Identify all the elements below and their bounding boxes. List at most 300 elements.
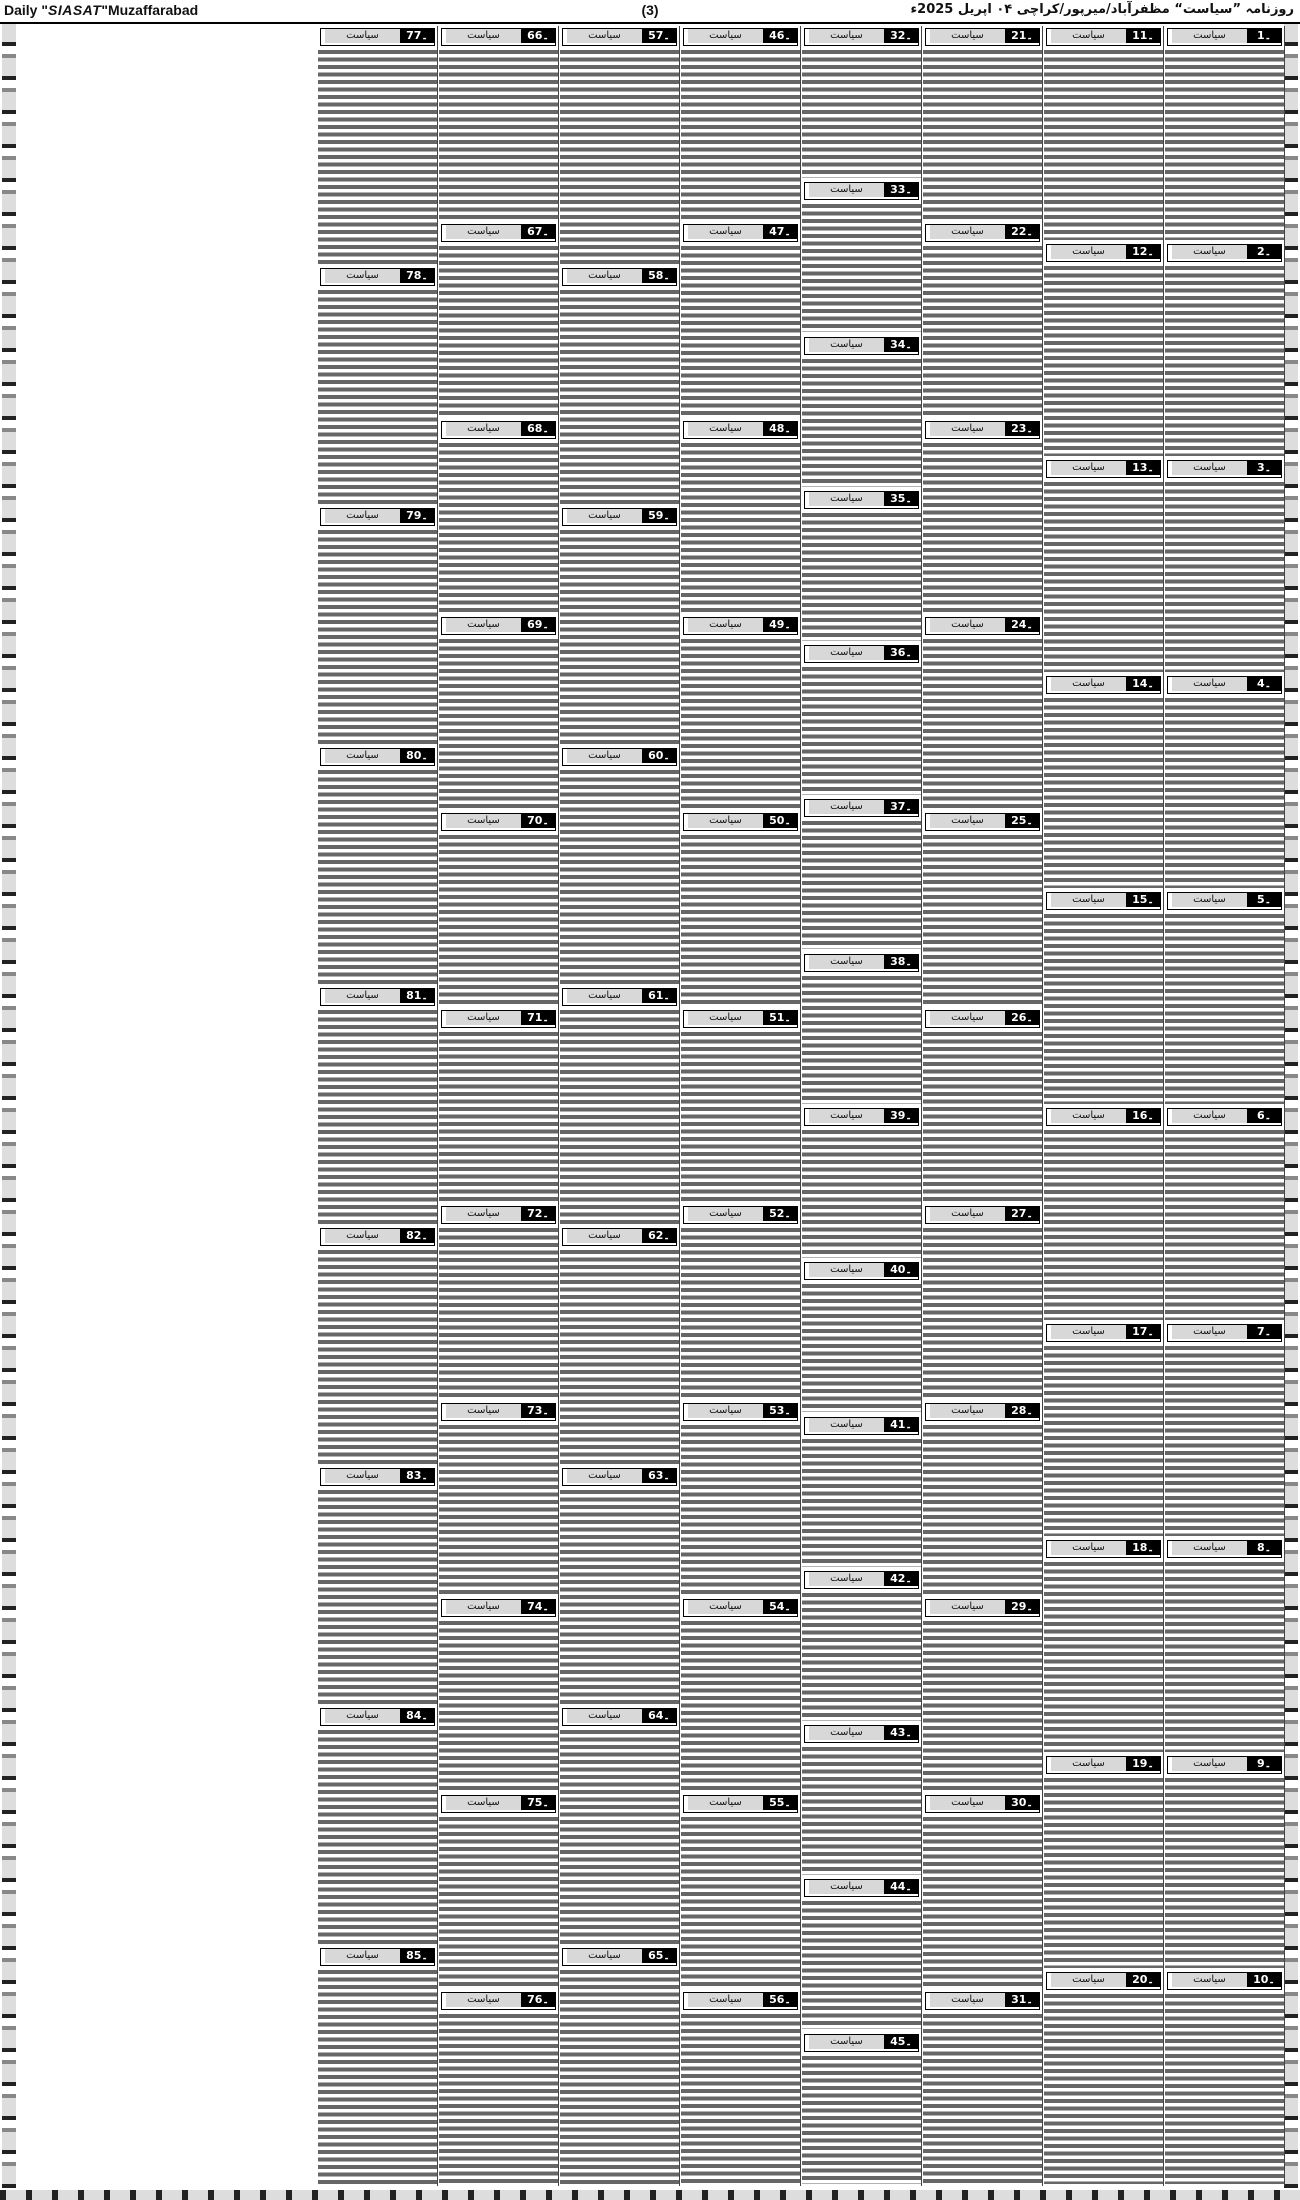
- article-text-block: [439, 637, 558, 809]
- section-name: سیاست: [688, 225, 763, 239]
- article-text-block: [318, 528, 437, 744]
- section-label: [925, 421, 1040, 439]
- section-number: 11۔: [1126, 29, 1160, 43]
- section-name: سیاست: [688, 422, 763, 436]
- article-text-block: [681, 2012, 800, 2184]
- section-number: 29۔: [1005, 1600, 1039, 1614]
- section-number: 57۔: [642, 29, 676, 43]
- section-number: 23۔: [1005, 422, 1039, 436]
- section-number: 55۔: [763, 1796, 797, 1810]
- article-text-block: [1165, 480, 1284, 672]
- article-text-block: [560, 288, 679, 504]
- section-number: 69۔: [521, 618, 555, 632]
- section-number: 79۔: [400, 509, 434, 523]
- section-number: 5۔: [1247, 893, 1281, 907]
- section-label: [441, 224, 556, 242]
- section-number: 8۔: [1247, 1541, 1281, 1555]
- section-label: [683, 1992, 798, 2010]
- article-text-block: [1044, 48, 1163, 240]
- article-text-block: [802, 1282, 921, 1412]
- section-name: سیاست: [1051, 893, 1126, 907]
- section-name: سیاست: [325, 749, 400, 763]
- section-name: سیاست: [930, 422, 1005, 436]
- section-name: سیاست: [930, 814, 1005, 828]
- section-name: سیاست: [809, 1572, 884, 1586]
- section-number: 61۔: [642, 989, 676, 1003]
- section-label: [320, 508, 435, 526]
- section-name: سیاست: [567, 509, 642, 523]
- article-text-block: [318, 288, 437, 504]
- article-text-block: [923, 48, 1042, 220]
- section-label: [441, 421, 556, 439]
- section-label: [683, 1010, 798, 1028]
- section-name: سیاست: [809, 1726, 884, 1740]
- section-name: سیاست: [1172, 677, 1247, 691]
- article-text-block: [802, 202, 921, 332]
- section-number: 52۔: [763, 1207, 797, 1221]
- brand-name: SIASAT: [48, 2, 102, 18]
- section-label: [562, 988, 677, 1006]
- section-number: 58۔: [642, 269, 676, 283]
- section-number: 1۔: [1247, 29, 1281, 43]
- section-label: [320, 28, 435, 46]
- section-name: سیاست: [1051, 1757, 1126, 1771]
- section-name: سیاست: [809, 1263, 884, 1277]
- section-number: 28۔: [1005, 1404, 1039, 1418]
- section-label: [925, 1599, 1040, 1617]
- article-text-block: [318, 1008, 437, 1224]
- news-column: [318, 26, 438, 2186]
- article-text-block: [681, 1619, 800, 1791]
- article-text-block: [1044, 480, 1163, 672]
- section-number: 15۔: [1126, 893, 1160, 907]
- section-label: [925, 1795, 1040, 1813]
- article-text-block: [681, 833, 800, 1005]
- section-label: [1046, 1108, 1161, 1126]
- article-text-block: [802, 819, 921, 949]
- section-number: 73۔: [521, 1404, 555, 1418]
- section-number: 30۔: [1005, 1796, 1039, 1810]
- section-number: 51۔: [763, 1011, 797, 1025]
- section-number: 24۔: [1005, 618, 1039, 632]
- section-name: سیاست: [1051, 1109, 1126, 1123]
- section-number: 62۔: [642, 1229, 676, 1243]
- section-name: سیاست: [446, 29, 521, 43]
- article-text-block: [1165, 1344, 1284, 1536]
- news-column: [1165, 26, 1285, 2186]
- section-number: 46۔: [763, 29, 797, 43]
- section-number: 40۔: [884, 1263, 918, 1277]
- section-number: 43۔: [884, 1726, 918, 1740]
- section-label: [320, 748, 435, 766]
- section-number: 80۔: [400, 749, 434, 763]
- article-text-block: [1044, 264, 1163, 456]
- section-name: سیاست: [1172, 245, 1247, 259]
- section-label: [804, 182, 919, 200]
- section-number: 12۔: [1126, 245, 1160, 259]
- article-text-block: [681, 1030, 800, 1202]
- section-name: سیاست: [325, 1949, 400, 1963]
- section-name: سیاست: [446, 1404, 521, 1418]
- section-name: سیاست: [1172, 29, 1247, 43]
- article-text-block: [1165, 1128, 1284, 1320]
- section-name: سیاست: [1172, 893, 1247, 907]
- article-text-block: [1165, 1776, 1284, 1968]
- section-label: [804, 1417, 919, 1435]
- section-name: سیاست: [688, 1207, 763, 1221]
- section-number: 3۔: [1247, 461, 1281, 475]
- section-label: [1046, 892, 1161, 910]
- section-name: سیاست: [567, 1709, 642, 1723]
- section-label: [441, 1010, 556, 1028]
- page-header: [0, 0, 1300, 24]
- section-number: 32۔: [884, 29, 918, 43]
- article-text-block: [1044, 1992, 1163, 2184]
- section-name: سیاست: [1172, 1757, 1247, 1771]
- section-number: 48۔: [763, 422, 797, 436]
- article-text-block: [681, 48, 800, 220]
- article-text-block: [439, 1030, 558, 1202]
- section-number: 25۔: [1005, 814, 1039, 828]
- article-text-block: [1044, 1128, 1163, 1320]
- section-number: 66۔: [521, 29, 555, 43]
- article-text-block: [802, 1437, 921, 1567]
- section-label: [683, 28, 798, 46]
- section-number: 71۔: [521, 1011, 555, 1025]
- section-number: 49۔: [763, 618, 797, 632]
- section-name: سیاست: [446, 1993, 521, 2007]
- section-name: سیاست: [930, 29, 1005, 43]
- section-name: سیاست: [446, 1600, 521, 1614]
- section-name: سیاست: [325, 1709, 400, 1723]
- section-label: [1167, 244, 1282, 262]
- section-number: 20۔: [1126, 1973, 1160, 1987]
- section-number: 21۔: [1005, 29, 1039, 43]
- section-name: سیاست: [930, 1796, 1005, 1810]
- news-column: [1044, 26, 1164, 2186]
- section-number: 81۔: [400, 989, 434, 1003]
- news-column: [681, 26, 801, 2186]
- article-text-block: [681, 441, 800, 613]
- section-number: 33۔: [884, 183, 918, 197]
- section-name: سیاست: [567, 749, 642, 763]
- section-label: [562, 28, 677, 46]
- section-number: 6۔: [1247, 1109, 1281, 1123]
- section-number: 70۔: [521, 814, 555, 828]
- section-number: 84۔: [400, 1709, 434, 1723]
- article-text-block: [681, 1226, 800, 1398]
- article-text-block: [923, 833, 1042, 1005]
- section-label: [562, 1228, 677, 1246]
- news-column: [802, 26, 922, 2186]
- section-label: [925, 1206, 1040, 1224]
- article-text-block: [681, 1815, 800, 1987]
- section-number: 74۔: [521, 1600, 555, 1614]
- section-name: سیاست: [325, 1469, 400, 1483]
- section-name: سیاست: [1051, 1973, 1126, 1987]
- section-label: [804, 1571, 919, 1589]
- section-number: 37۔: [884, 800, 918, 814]
- news-column: [439, 26, 559, 2186]
- section-name: سیاست: [1051, 677, 1126, 691]
- section-name: سیاست: [567, 1469, 642, 1483]
- article-text-block: [1044, 1560, 1163, 1752]
- section-name: سیاست: [1172, 1973, 1247, 1987]
- article-text-block: [439, 1815, 558, 1987]
- section-label: [683, 813, 798, 831]
- news-column: [923, 26, 1043, 2186]
- section-label: [562, 1708, 677, 1726]
- right-decorative-border: [1284, 24, 1298, 2192]
- section-name: سیاست: [930, 618, 1005, 632]
- article-text-block: [681, 637, 800, 809]
- section-name: سیاست: [809, 646, 884, 660]
- section-label: [562, 1468, 677, 1486]
- section-name: سیاست: [930, 1600, 1005, 1614]
- section-name: سیاست: [446, 1207, 521, 1221]
- article-text-block: [802, 1745, 921, 1875]
- article-text-block: [1165, 696, 1284, 888]
- section-label: [441, 1206, 556, 1224]
- section-number: 76۔: [521, 1993, 555, 2007]
- article-text-block: [439, 48, 558, 220]
- section-name: سیاست: [809, 29, 884, 43]
- bottom-decorative-border: [0, 2190, 1300, 2200]
- section-number: 82۔: [400, 1229, 434, 1243]
- section-name: سیاست: [809, 1418, 884, 1432]
- section-name: سیاست: [1051, 461, 1126, 475]
- section-number: 39۔: [884, 1109, 918, 1123]
- section-name: سیاست: [688, 1796, 763, 1810]
- section-name: سیاست: [688, 29, 763, 43]
- section-number: 22۔: [1005, 225, 1039, 239]
- article-text-block: [923, 1226, 1042, 1398]
- section-number: 4۔: [1247, 677, 1281, 691]
- section-name: سیاست: [446, 225, 521, 239]
- section-label: [925, 1403, 1040, 1421]
- section-name: سیاست: [567, 1229, 642, 1243]
- section-label: [1167, 676, 1282, 694]
- article-text-block: [560, 1248, 679, 1464]
- article-text-block: [439, 441, 558, 613]
- section-label: [1046, 1540, 1161, 1558]
- section-label: [1046, 460, 1161, 478]
- article-text-block: [923, 244, 1042, 416]
- article-text-block: [802, 511, 921, 641]
- article-text-block: [923, 2012, 1042, 2184]
- article-text-block: [1044, 696, 1163, 888]
- section-name: سیاست: [688, 1600, 763, 1614]
- section-number: 45۔: [884, 2035, 918, 2049]
- section-number: 13۔: [1126, 461, 1160, 475]
- section-label: [1046, 1972, 1161, 1990]
- section-name: سیاست: [930, 1404, 1005, 1418]
- section-label: [804, 1725, 919, 1743]
- article-text-block: [318, 1728, 437, 1944]
- section-label: [1167, 1540, 1282, 1558]
- article-text-block: [1165, 48, 1284, 240]
- section-name: سیاست: [809, 955, 884, 969]
- section-name: سیاست: [446, 1796, 521, 1810]
- section-name: سیاست: [567, 269, 642, 283]
- section-number: 27۔: [1005, 1207, 1039, 1221]
- section-label: [441, 813, 556, 831]
- article-text-block: [439, 244, 558, 416]
- article-text-block: [802, 2054, 921, 2184]
- section-label: [441, 1403, 556, 1421]
- section-label: [683, 224, 798, 242]
- section-label: [1046, 1324, 1161, 1342]
- section-name: سیاست: [567, 29, 642, 43]
- section-label: [804, 1262, 919, 1280]
- section-label: [683, 617, 798, 635]
- section-number: 78۔: [400, 269, 434, 283]
- section-name: سیاست: [1051, 1541, 1126, 1555]
- urdu-masthead: روزنامہ ”سیاست“ مظفرآباد/میرپور/کراچی ۰۴ اپریل 2025ء: [910, 2, 1294, 17]
- section-number: 35۔: [884, 492, 918, 506]
- section-name: سیاست: [930, 1207, 1005, 1221]
- section-number: 65۔: [642, 1949, 676, 1963]
- section-label: [925, 28, 1040, 46]
- section-number: 42۔: [884, 1572, 918, 1586]
- article-text-block: [1165, 1560, 1284, 1752]
- section-label: [683, 1795, 798, 1813]
- section-label: [804, 799, 919, 817]
- section-number: 54۔: [763, 1600, 797, 1614]
- article-text-block: [318, 768, 437, 984]
- article-text-block: [923, 1619, 1042, 1791]
- section-label: [320, 1228, 435, 1246]
- section-label: [925, 1010, 1040, 1028]
- section-label: [441, 1992, 556, 2010]
- article-text-block: [923, 1423, 1042, 1595]
- article-text-block: [923, 1030, 1042, 1202]
- article-text-block: [439, 2012, 558, 2184]
- section-number: 67۔: [521, 225, 555, 239]
- article-text-block: [802, 48, 921, 178]
- section-label: [1167, 28, 1282, 46]
- section-number: 7۔: [1247, 1325, 1281, 1339]
- section-label: [320, 268, 435, 286]
- article-text-block: [681, 244, 800, 416]
- article-text-block: [923, 637, 1042, 809]
- section-number: 19۔: [1126, 1757, 1160, 1771]
- section-name: سیاست: [1051, 245, 1126, 259]
- section-name: سیاست: [809, 338, 884, 352]
- section-name: سیاست: [567, 1949, 642, 1963]
- section-label: [683, 1206, 798, 1224]
- section-name: سیاست: [930, 1011, 1005, 1025]
- section-label: [804, 28, 919, 46]
- section-label: [804, 2034, 919, 2052]
- section-label: [320, 988, 435, 1006]
- article-text-block: [681, 1423, 800, 1595]
- article-text-block: [318, 1488, 437, 1704]
- section-label: [1167, 460, 1282, 478]
- section-label: [804, 1879, 919, 1897]
- section-number: 18۔: [1126, 1541, 1160, 1555]
- section-label: [562, 1948, 677, 1966]
- section-name: سیاست: [1172, 461, 1247, 475]
- section-name: سیاست: [809, 1109, 884, 1123]
- section-number: 9۔: [1247, 1757, 1281, 1771]
- article-text-block: [439, 833, 558, 1005]
- section-label: [1046, 28, 1161, 46]
- section-number: 63۔: [642, 1469, 676, 1483]
- section-number: 75۔: [521, 1796, 555, 1810]
- section-label: [320, 1468, 435, 1486]
- section-label: [1046, 1756, 1161, 1774]
- section-label: [925, 813, 1040, 831]
- section-name: سیاست: [325, 989, 400, 1003]
- section-name: سیاست: [567, 989, 642, 1003]
- section-number: 50۔: [763, 814, 797, 828]
- section-name: سیاست: [1172, 1109, 1247, 1123]
- section-number: 53۔: [763, 1404, 797, 1418]
- section-name: سیاست: [1051, 29, 1126, 43]
- section-label: [804, 1108, 919, 1126]
- section-name: سیاست: [1172, 1325, 1247, 1339]
- section-number: 17۔: [1126, 1325, 1160, 1339]
- section-name: سیاست: [446, 1011, 521, 1025]
- article-text-block: [560, 1488, 679, 1704]
- article-text-block: [802, 665, 921, 795]
- article-text-block: [439, 1226, 558, 1398]
- section-name: سیاست: [809, 492, 884, 506]
- section-name: سیاست: [688, 1011, 763, 1025]
- section-label: [683, 1403, 798, 1421]
- article-text-block: [1165, 912, 1284, 1104]
- section-name: سیاست: [809, 1880, 884, 1894]
- section-name: سیاست: [446, 814, 521, 828]
- section-name: سیاست: [930, 1993, 1005, 2007]
- section-number: 38۔: [884, 955, 918, 969]
- article-text-block: [802, 974, 921, 1104]
- section-name: سیاست: [688, 618, 763, 632]
- section-name: سیاست: [809, 183, 884, 197]
- section-label: [441, 1599, 556, 1617]
- section-label: [562, 748, 677, 766]
- article-text-block: [439, 1423, 558, 1595]
- section-label: [441, 28, 556, 46]
- article-text-block: [560, 528, 679, 744]
- article-text-block: [923, 441, 1042, 613]
- article-text-block: [802, 1899, 921, 2029]
- section-label: [441, 1795, 556, 1813]
- section-number: 44۔: [884, 1880, 918, 1894]
- section-number: 2۔: [1247, 245, 1281, 259]
- article-text-block: [560, 1728, 679, 1944]
- section-label: [320, 1948, 435, 1966]
- section-number: 26۔: [1005, 1011, 1039, 1025]
- section-number: 60۔: [642, 749, 676, 763]
- section-name: سیاست: [325, 1229, 400, 1243]
- section-label: [1046, 676, 1161, 694]
- section-number: 77۔: [400, 29, 434, 43]
- section-number: 41۔: [884, 1418, 918, 1432]
- article-text-block: [802, 357, 921, 487]
- section-label: [1167, 1972, 1282, 1990]
- section-label: [1167, 1108, 1282, 1126]
- section-number: 85۔: [400, 1949, 434, 1963]
- news-column: [560, 26, 680, 2186]
- article-text-block: [560, 48, 679, 264]
- section-number: 68۔: [521, 422, 555, 436]
- left-decorative-border: [2, 24, 16, 2192]
- section-number: 72۔: [521, 1207, 555, 1221]
- section-label: [925, 1992, 1040, 2010]
- section-label: [683, 421, 798, 439]
